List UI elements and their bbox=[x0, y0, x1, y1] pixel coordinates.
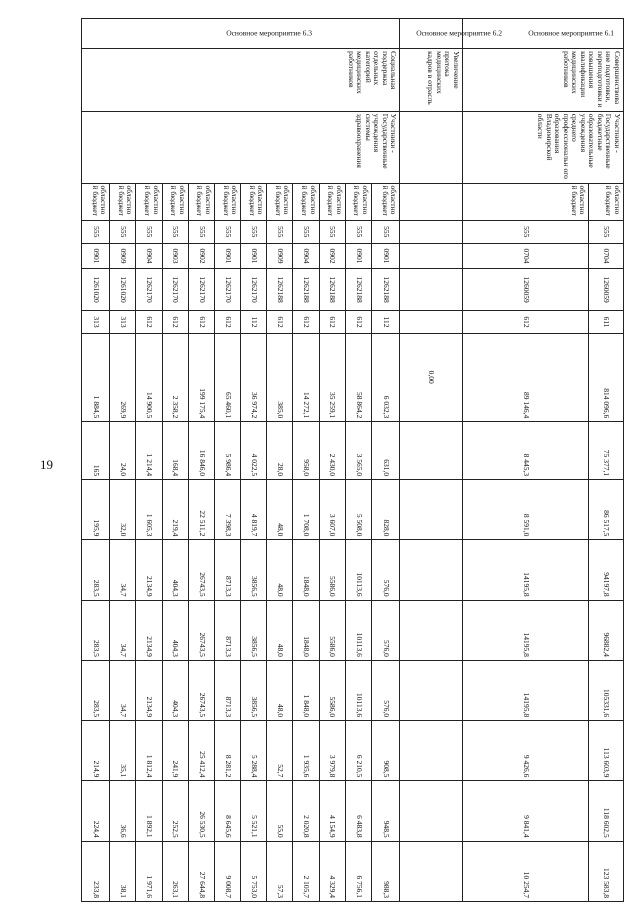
vr-code: 612 bbox=[162, 310, 188, 333]
year-value: 10113,6 bbox=[345, 540, 371, 600]
year-value: 3856,5 bbox=[241, 660, 267, 720]
funding-source: областно й бюджет bbox=[110, 183, 136, 220]
total-value: 36 974,2 bbox=[241, 334, 267, 422]
year-value: 96882,4 bbox=[589, 600, 624, 660]
rzpr-code bbox=[400, 243, 463, 268]
year-value: 5586,0 bbox=[319, 600, 345, 660]
csr-code: 1262188 bbox=[267, 269, 293, 311]
year-value: 8 645,6 bbox=[214, 781, 240, 841]
year-value: 404,3 bbox=[162, 600, 188, 660]
year-value bbox=[400, 841, 463, 901]
year-value: 1 708,0 bbox=[293, 480, 319, 540]
year-value: 1 812,4 bbox=[136, 721, 162, 781]
year-value: 5 521,1 bbox=[241, 781, 267, 841]
funding-source: областно й бюджет bbox=[589, 183, 624, 220]
rzpr-code: 0704 bbox=[462, 243, 589, 268]
year-value: 75 377,1 bbox=[589, 422, 624, 480]
year-value: 8 591,0 bbox=[462, 480, 589, 540]
year-value: 5586,0 bbox=[319, 540, 345, 600]
year-value bbox=[400, 600, 463, 660]
csr-code: 1262188 bbox=[319, 269, 345, 311]
total-value: 385,0 bbox=[267, 334, 293, 422]
year-value: 958,0 bbox=[293, 422, 319, 480]
budget-table bbox=[81, 18, 624, 902]
table-row bbox=[400, 19, 463, 902]
funding-source: областно й бюджет bbox=[345, 183, 371, 220]
year-value: 241,9 bbox=[162, 721, 188, 781]
rzpr-code: 0904 bbox=[293, 243, 319, 268]
total-value: 2 358,2 bbox=[162, 334, 188, 422]
year-value: 2 430,0 bbox=[319, 422, 345, 480]
group-label-6-3: Основное мероприятие 6.3 bbox=[82, 19, 400, 49]
participant: Участники - Государственные бюджетные образовательные учреждения среднего профессиональн ого образования Владимирской области bbox=[462, 111, 623, 183]
year-value: 2134,9 bbox=[136, 600, 162, 660]
year-value: 9 841,4 bbox=[462, 781, 589, 841]
grbs-code: 555 bbox=[462, 220, 589, 243]
csr-code: 1260059 bbox=[589, 269, 624, 311]
vr-code: 112 bbox=[371, 310, 399, 333]
year-value: 27 644,8 bbox=[188, 841, 214, 901]
year-value: 1 214,4 bbox=[136, 422, 162, 480]
year-value: 283,5 bbox=[82, 660, 110, 720]
grbs-code: 555 bbox=[214, 220, 240, 243]
participant bbox=[400, 111, 463, 183]
year-value: 14195,8 bbox=[462, 540, 589, 600]
year-value: 48,0 bbox=[267, 600, 293, 660]
year-value: 34,7 bbox=[110, 660, 136, 720]
year-value: 3 979,8 bbox=[319, 721, 345, 781]
csr-code: 1262170 bbox=[241, 269, 267, 311]
year-value: 576,0 bbox=[371, 660, 399, 720]
year-value bbox=[400, 422, 463, 480]
year-value: 123 583,8 bbox=[589, 841, 624, 901]
rzpr-code: 0901 bbox=[82, 243, 110, 268]
funding-source: областно й бюджет bbox=[162, 183, 188, 220]
year-value: 3856,5 bbox=[241, 600, 267, 660]
grbs-code: 555 bbox=[293, 220, 319, 243]
total-value: 814 096,6 bbox=[589, 334, 624, 422]
year-value bbox=[400, 660, 463, 720]
vr-code: 112 bbox=[241, 310, 267, 333]
year-value: 24,0 bbox=[110, 422, 136, 480]
year-value: 1848,0 bbox=[293, 600, 319, 660]
year-value: 4 022,5 bbox=[241, 422, 267, 480]
total-value: 1 884,5 bbox=[82, 334, 110, 422]
year-value: 5 986,4 bbox=[214, 422, 240, 480]
rzpr-code: 0909 bbox=[110, 243, 136, 268]
total-value: 0,00 bbox=[400, 334, 463, 422]
grbs-code bbox=[400, 220, 463, 243]
year-value: 118 602,5 bbox=[589, 781, 624, 841]
grbs-code: 555 bbox=[319, 220, 345, 243]
year-value: 26743,5 bbox=[188, 540, 214, 600]
rzpr-code: 0901 bbox=[371, 243, 399, 268]
year-value: 48,0 bbox=[267, 480, 293, 540]
csr-code: 1262188 bbox=[293, 269, 319, 311]
year-value: 10 254,7 bbox=[462, 841, 589, 901]
grbs-code: 555 bbox=[589, 220, 624, 243]
year-value: 38,1 bbox=[110, 841, 136, 901]
funding-source: областно й бюджет bbox=[82, 183, 110, 220]
funding-source bbox=[400, 183, 463, 220]
group-label-6-1: Основное мероприятие 6.1 bbox=[462, 19, 623, 49]
funding-source: областно й бюджет bbox=[241, 183, 267, 220]
vr-code: 313 bbox=[82, 310, 110, 333]
year-value: 1 971,6 bbox=[136, 841, 162, 901]
csr-code: 1260059 bbox=[462, 269, 589, 311]
grbs-code: 555 bbox=[82, 220, 110, 243]
year-value: 5586,0 bbox=[319, 660, 345, 720]
year-value: 2134,9 bbox=[136, 660, 162, 720]
year-value: 86 517,5 bbox=[589, 480, 624, 540]
funding-source: областно й бюджет bbox=[188, 183, 214, 220]
year-value bbox=[400, 540, 463, 600]
csr-code: 1261020 bbox=[110, 269, 136, 311]
year-value: 1 935,6 bbox=[293, 721, 319, 781]
year-value: 28,0 bbox=[267, 422, 293, 480]
year-value: 14195,8 bbox=[462, 600, 589, 660]
vr-code bbox=[400, 310, 463, 333]
year-value: 26743,5 bbox=[188, 600, 214, 660]
year-value bbox=[400, 781, 463, 841]
year-value: 52,7 bbox=[267, 721, 293, 781]
vr-code: 612 bbox=[319, 310, 345, 333]
year-value: 6 756,1 bbox=[345, 841, 371, 901]
year-value: 36,6 bbox=[110, 781, 136, 841]
vr-code: 612 bbox=[293, 310, 319, 333]
funding-source: областно й бюджет bbox=[293, 183, 319, 220]
year-value: 2 105,7 bbox=[293, 841, 319, 901]
budget-table-rotated bbox=[81, 18, 624, 902]
year-value: 908,5 bbox=[371, 721, 399, 781]
vr-code: 612 bbox=[267, 310, 293, 333]
year-value: 168,4 bbox=[162, 422, 188, 480]
rzpr-code: 0903 bbox=[162, 243, 188, 268]
year-value: 283,5 bbox=[82, 600, 110, 660]
table-row bbox=[589, 19, 624, 902]
vr-code: 313 bbox=[110, 310, 136, 333]
year-value bbox=[400, 480, 463, 540]
year-value: 219,4 bbox=[162, 480, 188, 540]
year-value: 6 483,8 bbox=[345, 781, 371, 841]
year-value: 3 607,0 bbox=[319, 480, 345, 540]
funding-source: областно й бюджет bbox=[267, 183, 293, 220]
year-value: 4 154,9 bbox=[319, 781, 345, 841]
total-value: 14 900,5 bbox=[136, 334, 162, 422]
rzpr-code: 0901 bbox=[214, 243, 240, 268]
event-name: Социальная поддержка отдельных категорий медицинских работников bbox=[82, 49, 400, 112]
year-value: 35,1 bbox=[110, 721, 136, 781]
year-value: 214,9 bbox=[82, 721, 110, 781]
year-value: 5 288,4 bbox=[241, 721, 267, 781]
participant: Участники - Государственные учреждения системы здравоохранения bbox=[82, 111, 400, 183]
total-value: 65 460,1 bbox=[214, 334, 240, 422]
year-value: 988,3 bbox=[371, 841, 399, 901]
year-value: 14195,8 bbox=[462, 660, 589, 720]
vr-code: 612 bbox=[136, 310, 162, 333]
year-value: 16 846,0 bbox=[188, 422, 214, 480]
year-value: 631,0 bbox=[371, 422, 399, 480]
year-value: 1 848,0 bbox=[293, 660, 319, 720]
year-value: 195,9 bbox=[82, 480, 110, 540]
year-value: 576,0 bbox=[371, 600, 399, 660]
grbs-code: 555 bbox=[345, 220, 371, 243]
year-value: 8 281,2 bbox=[214, 721, 240, 781]
event-name: Совершенствова ние подготовки, переподготовки и повышения квалификации медицинских работников bbox=[462, 49, 623, 112]
year-value: 3856,5 bbox=[241, 540, 267, 600]
year-value: 2 020,8 bbox=[293, 781, 319, 841]
rzpr-code: 0909 bbox=[267, 243, 293, 268]
funding-source: областно й бюджет bbox=[136, 183, 162, 220]
event-name: Увеличение притока медицинских кадров в отрасль bbox=[400, 49, 463, 112]
year-value: 4 819,7 bbox=[241, 480, 267, 540]
total-value: 35 259,1 bbox=[319, 334, 345, 422]
funding-source: областно й бюджет bbox=[319, 183, 345, 220]
year-value: 10113,6 bbox=[345, 600, 371, 660]
year-value: 8713,3 bbox=[214, 660, 240, 720]
funding-source: областно й бюджет bbox=[462, 183, 589, 220]
year-value: 48,0 bbox=[267, 660, 293, 720]
funding-source: областно й бюджет bbox=[214, 183, 240, 220]
year-value: 2134,9 bbox=[136, 540, 162, 600]
rzpr-code: 0904 bbox=[136, 243, 162, 268]
year-value: 26743,5 bbox=[188, 660, 214, 720]
grbs-code: 555 bbox=[162, 220, 188, 243]
year-value: 576,0 bbox=[371, 540, 399, 600]
year-value: 55,0 bbox=[267, 781, 293, 841]
rzpr-code: 0704 bbox=[589, 243, 624, 268]
year-value: 22 511,2 bbox=[188, 480, 214, 540]
year-value: 10113,6 bbox=[345, 660, 371, 720]
year-value: 105331,6 bbox=[589, 660, 624, 720]
year-value: 6 210,5 bbox=[345, 721, 371, 781]
year-value: 1848,0 bbox=[293, 540, 319, 600]
grbs-code: 555 bbox=[110, 220, 136, 243]
grbs-code: 555 bbox=[136, 220, 162, 243]
csr-code: 1262170 bbox=[162, 269, 188, 311]
csr-code: 1261020 bbox=[82, 269, 110, 311]
total-value: 14 272,1 bbox=[293, 334, 319, 422]
year-value: 25 412,4 bbox=[188, 721, 214, 781]
year-value: 26 530,5 bbox=[188, 781, 214, 841]
year-value: 8713,3 bbox=[214, 540, 240, 600]
vr-code: 612 bbox=[462, 310, 589, 333]
year-value: 48,0 bbox=[267, 540, 293, 600]
year-value: 828,0 bbox=[371, 480, 399, 540]
rzpr-code: 0901 bbox=[241, 243, 267, 268]
group-label-6-2: Основное мероприятие 6.2 bbox=[400, 19, 463, 49]
grbs-code: 555 bbox=[371, 220, 399, 243]
year-value: 9 426,6 bbox=[462, 721, 589, 781]
rzpr-code: 0902 bbox=[188, 243, 214, 268]
year-value: 263,1 bbox=[162, 841, 188, 901]
year-value: 7 398,3 bbox=[214, 480, 240, 540]
year-value: 1 605,3 bbox=[136, 480, 162, 540]
rzpr-code: 0901 bbox=[345, 243, 371, 268]
total-value: 58 864,2 bbox=[345, 334, 371, 422]
total-value: 199 175,4 bbox=[188, 334, 214, 422]
year-value: 5 753,0 bbox=[241, 841, 267, 901]
year-value: 4 329,4 bbox=[319, 841, 345, 901]
total-value: 6 032,3 bbox=[371, 334, 399, 422]
year-value: 404,3 bbox=[162, 660, 188, 720]
year-value: 34,7 bbox=[110, 540, 136, 600]
year-value: 113 603,9 bbox=[589, 721, 624, 781]
total-value: 269,9 bbox=[110, 334, 136, 422]
table-row bbox=[371, 19, 399, 902]
year-value: 8713,3 bbox=[214, 600, 240, 660]
vr-code: 612 bbox=[188, 310, 214, 333]
vr-code: 611 bbox=[589, 310, 624, 333]
vr-code: 612 bbox=[214, 310, 240, 333]
year-value: 5 508,0 bbox=[345, 480, 371, 540]
year-value: 9 008,7 bbox=[214, 841, 240, 901]
year-value: 948,5 bbox=[371, 781, 399, 841]
total-value: 89 146,4 bbox=[462, 334, 589, 422]
vr-code: 612 bbox=[345, 310, 371, 333]
page-number: 19 bbox=[40, 457, 53, 472]
year-value bbox=[400, 721, 463, 781]
year-value: 233,8 bbox=[82, 841, 110, 901]
year-value: 224,4 bbox=[82, 781, 110, 841]
grbs-code: 555 bbox=[241, 220, 267, 243]
csr-code: 1262170 bbox=[188, 269, 214, 311]
grbs-code: 555 bbox=[188, 220, 214, 243]
grbs-code: 555 bbox=[267, 220, 293, 243]
year-value: 8 445,3 bbox=[462, 422, 589, 480]
year-value: 32,0 bbox=[110, 480, 136, 540]
year-value: 34,7 bbox=[110, 600, 136, 660]
year-value: 404,3 bbox=[162, 540, 188, 600]
year-value: 165 bbox=[82, 422, 110, 480]
year-value: 283,5 bbox=[82, 540, 110, 600]
csr-code: 1262188 bbox=[371, 269, 399, 311]
year-value: 57,3 bbox=[267, 841, 293, 901]
year-value: 1 892,1 bbox=[136, 781, 162, 841]
csr-code: 1262170 bbox=[214, 269, 240, 311]
year-value: 94197,8 bbox=[589, 540, 624, 600]
year-value: 3 565,0 bbox=[345, 422, 371, 480]
rzpr-code: 0902 bbox=[319, 243, 345, 268]
csr-code bbox=[400, 269, 463, 311]
csr-code: 1262170 bbox=[136, 269, 162, 311]
csr-code: 1262188 bbox=[345, 269, 371, 311]
funding-source: областно й бюджет bbox=[371, 183, 399, 220]
year-value: 252,5 bbox=[162, 781, 188, 841]
